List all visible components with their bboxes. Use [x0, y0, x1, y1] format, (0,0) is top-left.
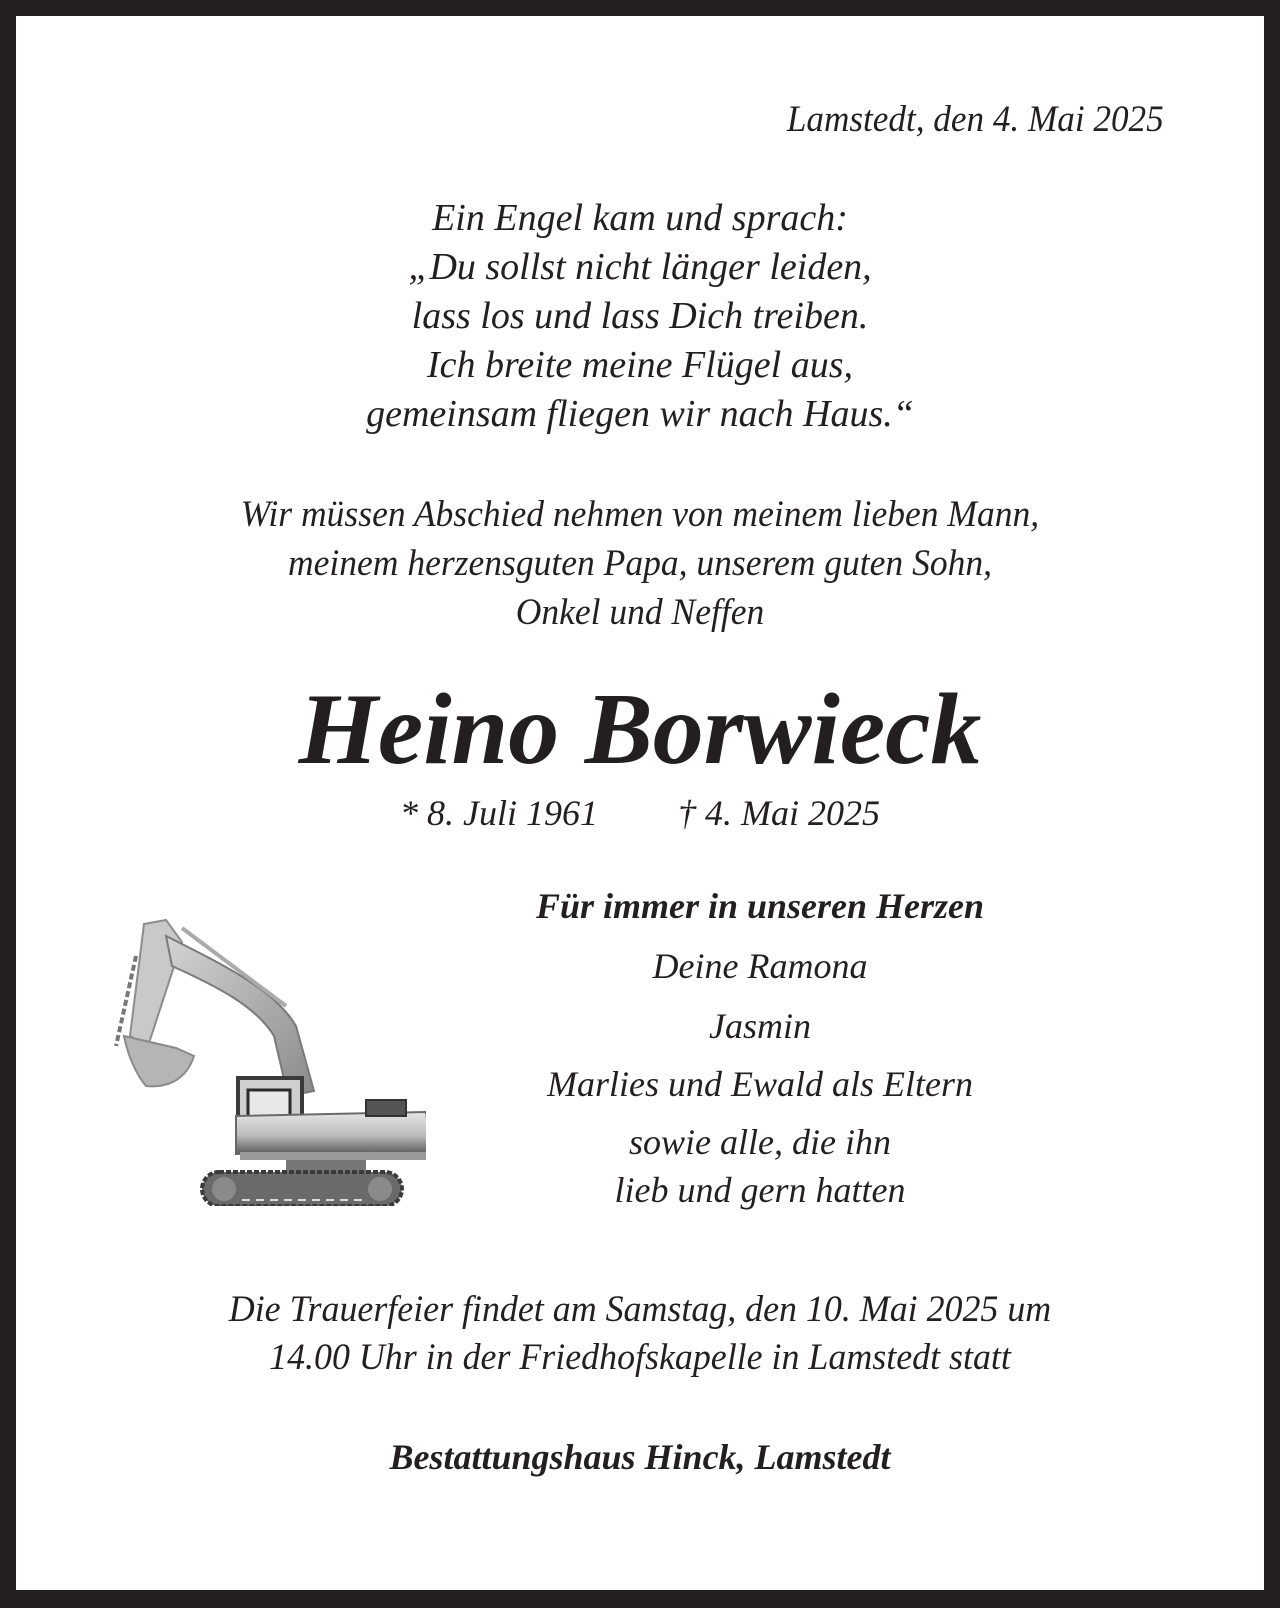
poem-line: Ich breite meine Flügel aus, — [427, 344, 853, 386]
place-date: Lamstedt, den 4. Mai 2025 — [787, 99, 1164, 140]
service-info — [16, 1286, 1264, 1382]
poem — [16, 194, 1264, 439]
death-date: † 4. Mai 2025 — [677, 793, 880, 833]
poem-line: „Du sollst nicht länger leiden, — [408, 246, 872, 288]
birth-date: * 8. Juli 1961 — [400, 793, 598, 833]
mourner-line: lieb und gern hatten — [614, 1170, 906, 1210]
mourner-line: Deine Ramona — [652, 946, 868, 986]
intro-text — [16, 490, 1264, 637]
funeral-home: Bestattungshaus Hinck, Lamstedt — [389, 1437, 891, 1477]
service-line: 14.00 Uhr in der Friedhofskapelle in Lamstedt statt — [269, 1337, 1011, 1378]
poem-line: lass los und lass Dich treiben. — [411, 295, 869, 337]
deceased-name: Heino Borwieck — [298, 673, 982, 786]
intro-line: Wir müssen Abschied nehmen von meinem lieben Mann, — [240, 494, 1040, 535]
obituary-card — [16, 16, 1264, 1590]
poem-line: gemeinsam fliegen wir nach Haus.“ — [366, 393, 914, 435]
excavator-icon — [86, 896, 426, 1206]
memorial-heading: Für immer in unseren Herzen — [535, 886, 985, 926]
mourners-block — [456, 886, 1064, 1218]
life-dates — [16, 792, 1264, 834]
intro-line: Onkel und Neffen — [515, 592, 765, 633]
service-line: Die Trauerfeier findet am Samstag, den 10. Mai 2025 um — [228, 1289, 1052, 1330]
mourner-line: Marlies und Ewald als Eltern — [547, 1064, 973, 1104]
poem-line: Ein Engel kam und sprach: — [432, 197, 848, 239]
mourner-line: Jasmin — [709, 1006, 811, 1046]
intro-line: meinem herzensguten Papa, unserem guten Sohn, — [287, 543, 993, 584]
mourner-line: sowie alle, die ihn — [629, 1122, 891, 1162]
